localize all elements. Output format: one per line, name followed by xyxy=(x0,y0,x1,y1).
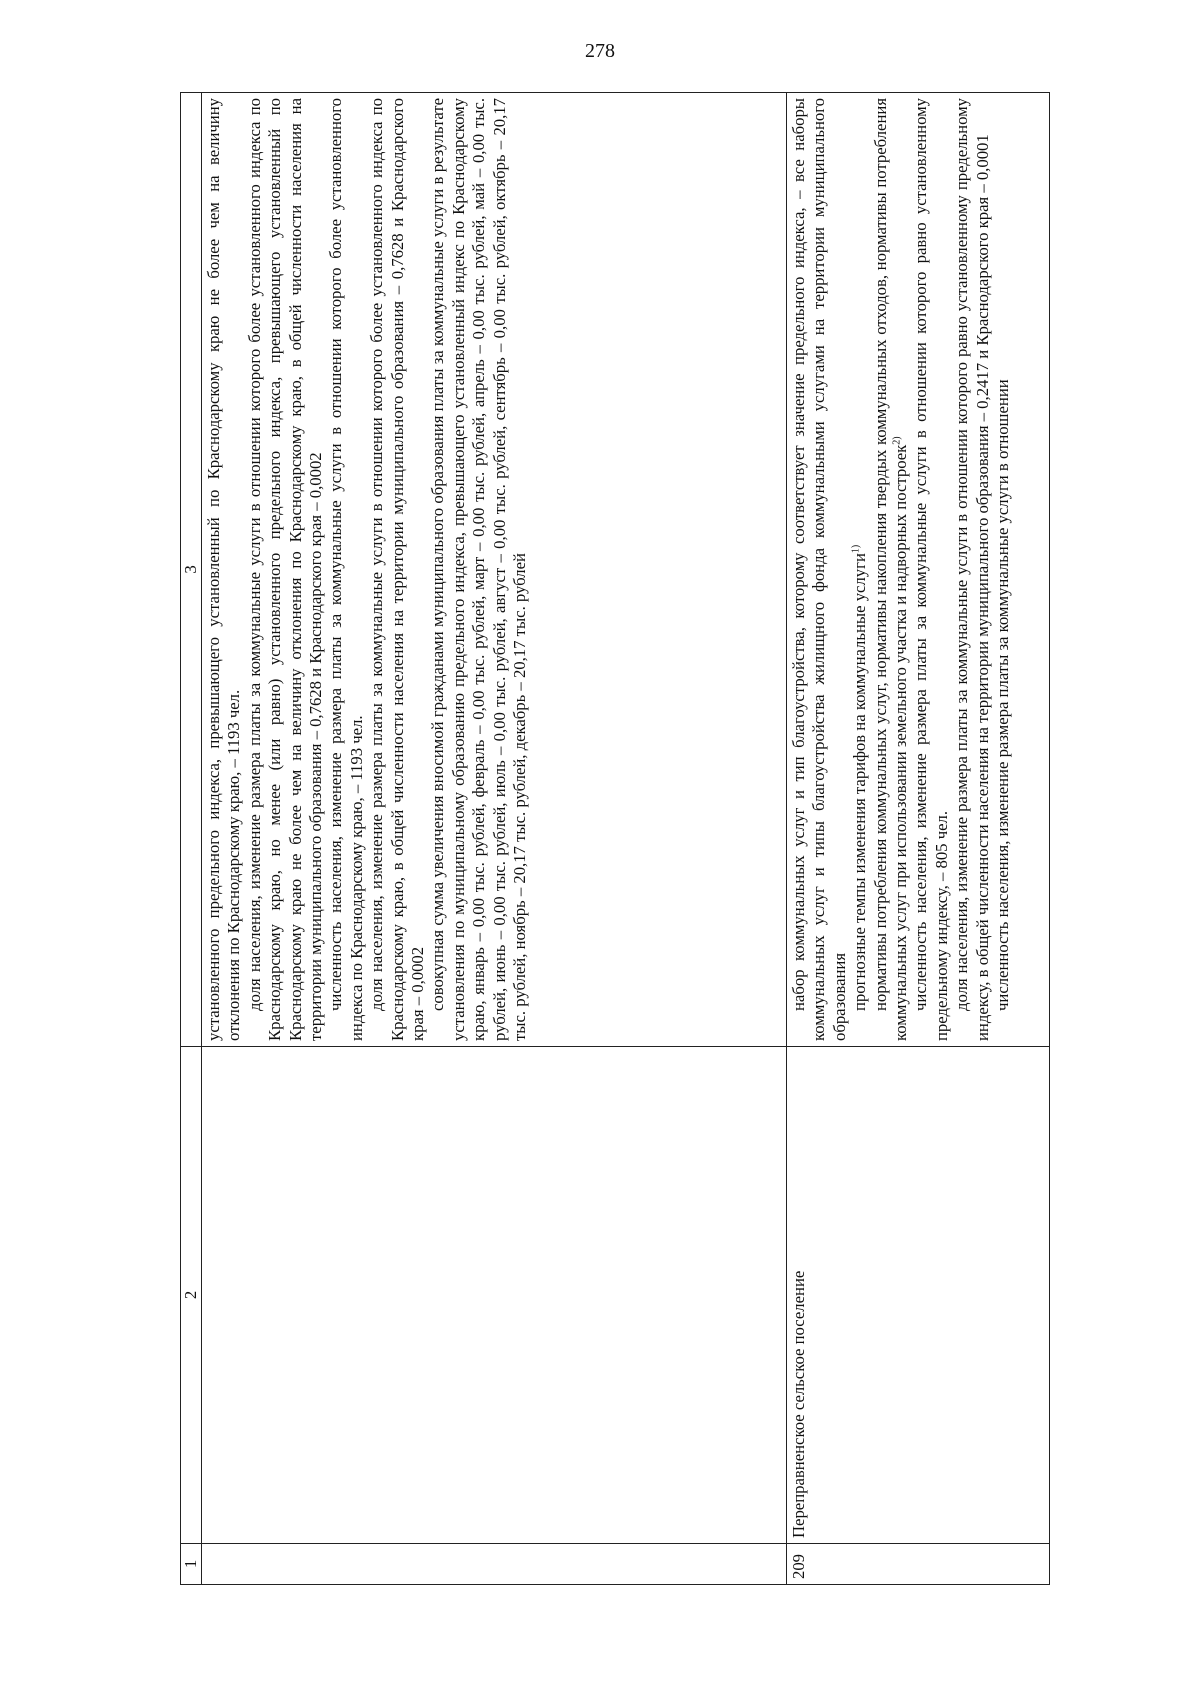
footnote-ref: 2) xyxy=(891,436,903,445)
indicator-text: прогнозные темпы изменения тарифов на коммунальные услуги xyxy=(850,553,870,1011)
municipality-name-cell xyxy=(202,1047,787,1544)
municipality-name-cell: Переправненское сельское поселение xyxy=(787,1047,1050,1544)
table-row-209 xyxy=(787,93,1050,1585)
indicators-cell xyxy=(202,93,787,1047)
header-col-3: 3 xyxy=(181,93,202,1047)
row-number-cell: 209 xyxy=(787,1544,1050,1585)
indicator-paragraph: доля населения, изменение размера платы за коммунальные услуги в отношении которого более установленного индекса по Краснодарскому краю, в общей численности населения на территории муниципального образования – 0,7628 и Краснодарского края – 0,0002 xyxy=(367,98,428,1041)
tariff-index-table xyxy=(180,92,1050,1585)
indicator-paragraph: доля населения, изменение размера платы за коммунальные услуги в отношении которого более установленного индекса по Краснодарскому краю, но менее (или равно) установленного предельного индекса, превышающего установленный по Краснодарскому краю не более чем на величину отклонения по Краснодарскому краю, в общей численности населения на территории муниципального образования – 0,7628 и Краснодарского края – 0,0002 xyxy=(244,98,326,1041)
indicator-paragraph: совокупная сумма увеличения вносимой гражданами муниципального образования платы за коммунальные услуги в результате установления по муниципальному образованию предельного индекса, превышающего установленный индекс по Краснодарскому краю, январь – 0,00 тыс. рублей, февраль – 0,00 тыс. рублей, март – 0,00 тыс. рублей, апрель – 0,00 тыс. рублей, май – 0,00 тыс. рублей, июнь – 0,00 тыс. рублей, июль – 0,00 тыс. рублей, август – 0,00 тыс. рублей, сентябрь – 0,00 тыс. рублей, октябрь – 20,17 тыс. рублей, ноябрь – 20,17 тыс. рублей, декабрь – 20,17 тыс. рублей xyxy=(428,98,530,1041)
indicator-paragraph xyxy=(850,98,870,1041)
rotated-table-frame xyxy=(180,98,1050,1585)
row-number-cell xyxy=(202,1544,787,1585)
indicator-text: нормативы потребления коммунальных услуг, нормативы накопления твердых коммунальных отходов, нормативы потребления коммунальных услуг при использовании земельного участка и надворных построек xyxy=(870,98,911,1041)
header-col-1: 1 xyxy=(181,1544,202,1585)
indicator-paragraph: установленного предельного индекса, превышающего установленный по Краснодарскому краю не более чем на величину отклонения по Краснодарскому краю, – 1193 чел. xyxy=(204,98,244,1041)
indicator-paragraph: численность населения, изменение размера платы за коммунальные услуги в отношении которого равно установленному предельному индексу, – 805 чел. xyxy=(911,98,951,1041)
indicator-paragraph: численность населения, изменение размера платы за коммунальные услуги в отношении xyxy=(993,379,1013,1011)
indicator-paragraph: численность населения, изменение размера платы за коммунальные услуги в отношении которого более установленного индекса по Краснодарскому краю, – 1193 чел. xyxy=(326,98,366,1041)
page-number: 278 xyxy=(585,40,615,62)
table-row-continuation xyxy=(202,93,787,1585)
indicator-paragraph xyxy=(871,98,912,1041)
table-header-row xyxy=(181,93,202,1585)
indicator-paragraph: набор коммунальных услуг и тип благоустройства, которому соответствует значение предельного индекса, – все наборы коммунальных услуг и типы благоустройства жилищного фонда коммунальными услугами на территории муниципального образования xyxy=(789,98,849,1041)
header-col-2: 2 xyxy=(181,1047,202,1544)
footnote-ref: 1) xyxy=(850,544,862,554)
indicator-paragraph: доля населения, изменение размера платы за коммунальные услуги в отношении которого равно установленному предельному индексу, в общей численности населения на территории муниципального образования – 0,2417 и Краснодарского края – 0,0001 xyxy=(952,98,992,1041)
indicators-cell xyxy=(787,93,1050,1047)
